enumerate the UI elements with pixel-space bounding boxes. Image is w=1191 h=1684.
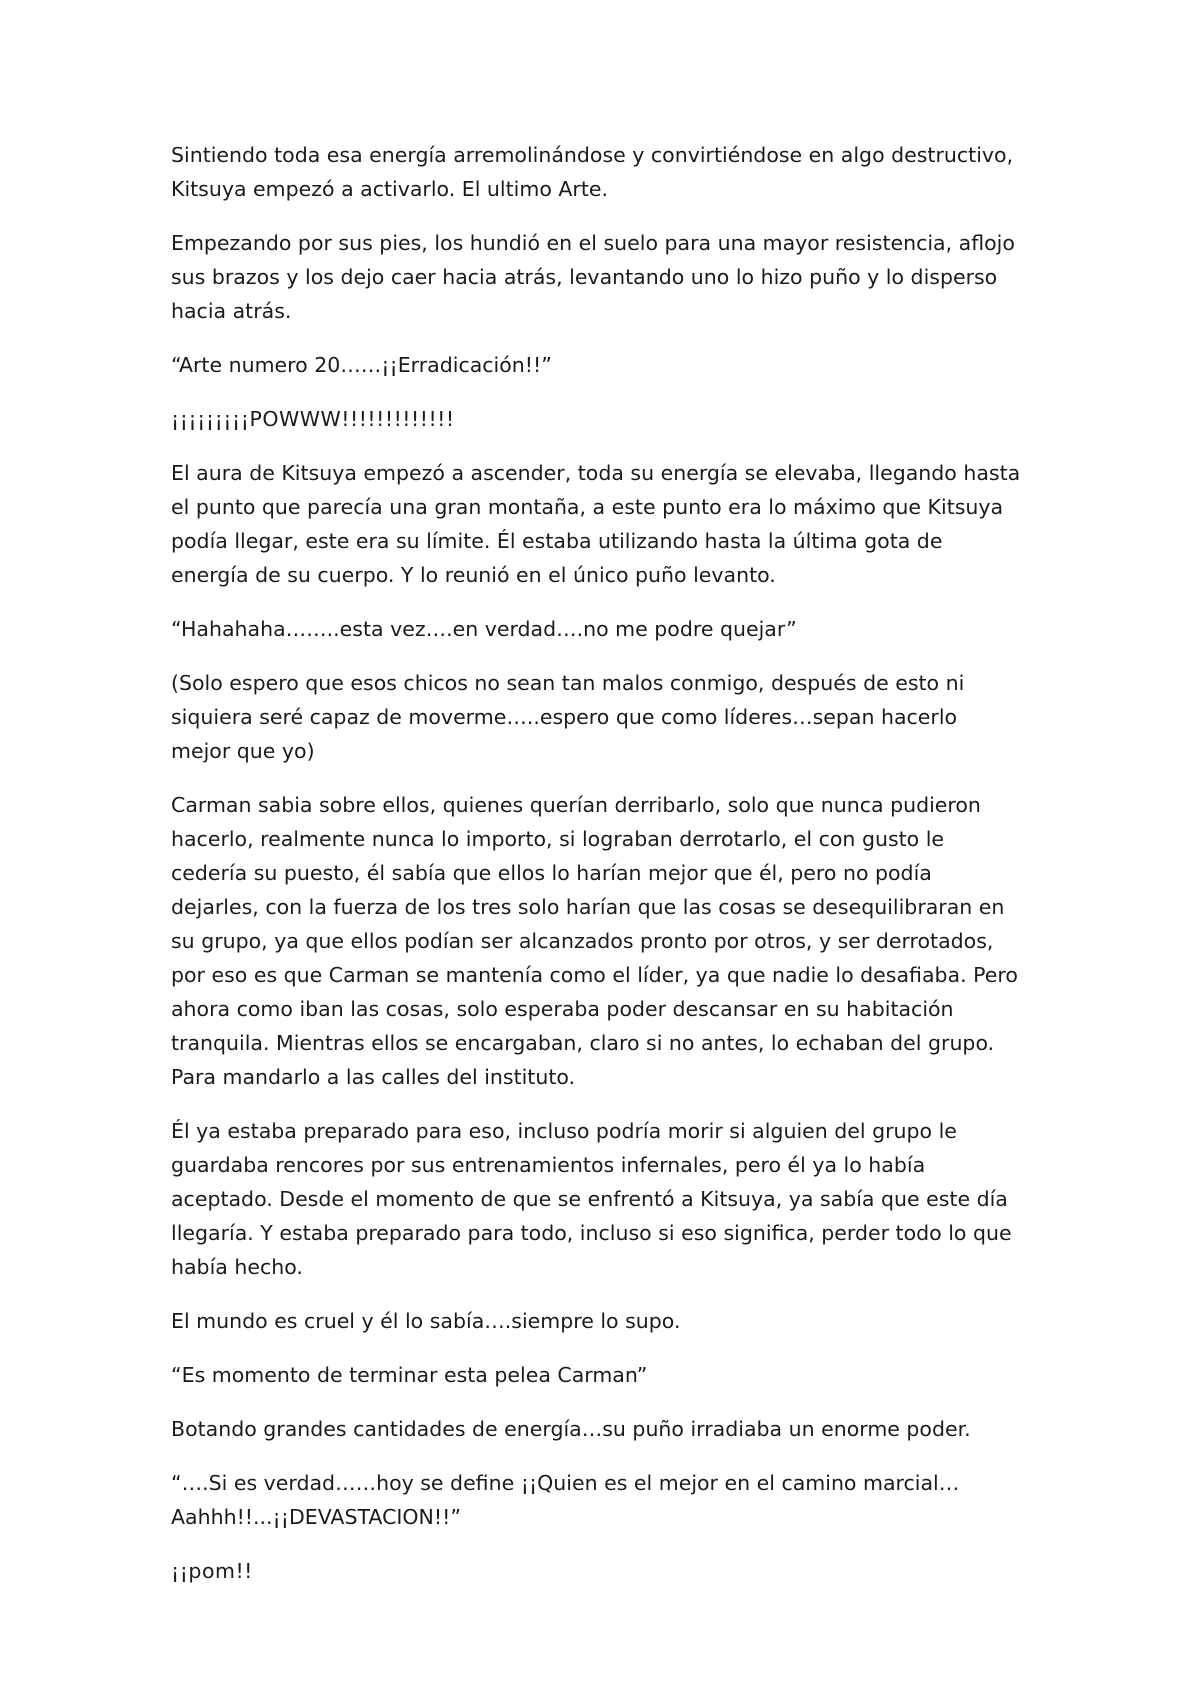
paragraph-carman: Carman sabia sobre ellos, quienes querían derribarlo, solo que nunca pudieron hacerlo, realmente nunca lo importo, si lograban derrotarlo, el con gusto le cedería su puesto, él sabía que ellos lo harían mejor que él, pero no podía dejarles, con la fuerza de los tres solo harían que las cosas se desequilibraran en su grupo, ya que ellos podían ser alcanzados pronto por otros, y ser derrotados, por eso es que Carman se mantenía como el líder, ya que nadie lo desafiaba. Pero ahora como iban las cosas, solo esperaba poder descansar en su habitación tranquila. Mientras ellos se encargaban, claro si no antes, lo echaban del grupo. Para mandarlo a las calles del instituto. (171, 793, 1018, 1089)
dialogue-hahahaha: “Hahahaha……..esta vez….en verdad….no me podre quejar” (171, 617, 797, 641)
paragraph-2: Empezando por sus pies, los hundió en el suelo para una mayor resistencia, aflojo sus brazos y los dejo caer hacia atrás, levantando uno lo hizo puño y lo disperso hacia atrás. (171, 231, 1015, 323)
paragraph-mundo-cruel: El mundo es cruel y él lo sabía….siempre lo supo. (171, 1309, 681, 1333)
dialogue-devastacion: “….Si es verdad……hoy se define ¡¡Quien es el mejor en el camino marcial…Aahhh!!...¡¡DEVASTACION!!” (171, 1471, 960, 1529)
paragraph-1: Sintiendo toda esa energía arremolinándose y convirtiéndose en algo destructivo, Kitsuya empezó a activarlo. El ultimo Arte. (171, 143, 1014, 201)
sound-effect-pom: ¡¡pom!! (171, 1559, 253, 1583)
dialogue-terminar-pelea: “Es momento de terminar esta pelea Carman” (171, 1363, 648, 1387)
sound-effect-powww: ¡¡¡¡¡¡¡¡¡POWWW!!!!!!!!!!!!! (171, 407, 455, 431)
paragraph-botando-energia: Botando grandes cantidades de energía…su puño irradiaba un enorme poder. (171, 1417, 971, 1441)
thought-paragraph: (Solo espero que esos chicos no sean tan malos conmigo, después de esto ni siquiera seré capaz de moverme…..espero que como líderes…sepan hacerlo mejor que yo) (171, 671, 965, 763)
paragraph-preparado: Él ya estaba preparado para eso, incluso podría morir si alguien del grupo le guardaba rencores por sus entrenamientos infernales, pero él ya lo había aceptado. Desde el momento de que se enfrentó a Kitsuya, ya sabía que este día llegaría. Y estaba preparado para todo, incluso si eso significa, perder todo lo que había hecho. (171, 1119, 1012, 1279)
dialogue-arte-numero-20: “Arte numero 20……¡¡Erradicación!!” (171, 353, 552, 377)
paragraph-aura: El aura de Kitsuya empezó a ascender, toda su energía se elevaba, llegando hasta el punto que parecía una gran montaña, a este punto era lo máximo que Kitsuya podía llegar, este era su límite. Él estaba utilizando hasta la última gota de energía de su cuerpo. Y lo reunió en el único puño levanto. (171, 461, 1021, 587)
document-body (171, 138, 1021, 1608)
